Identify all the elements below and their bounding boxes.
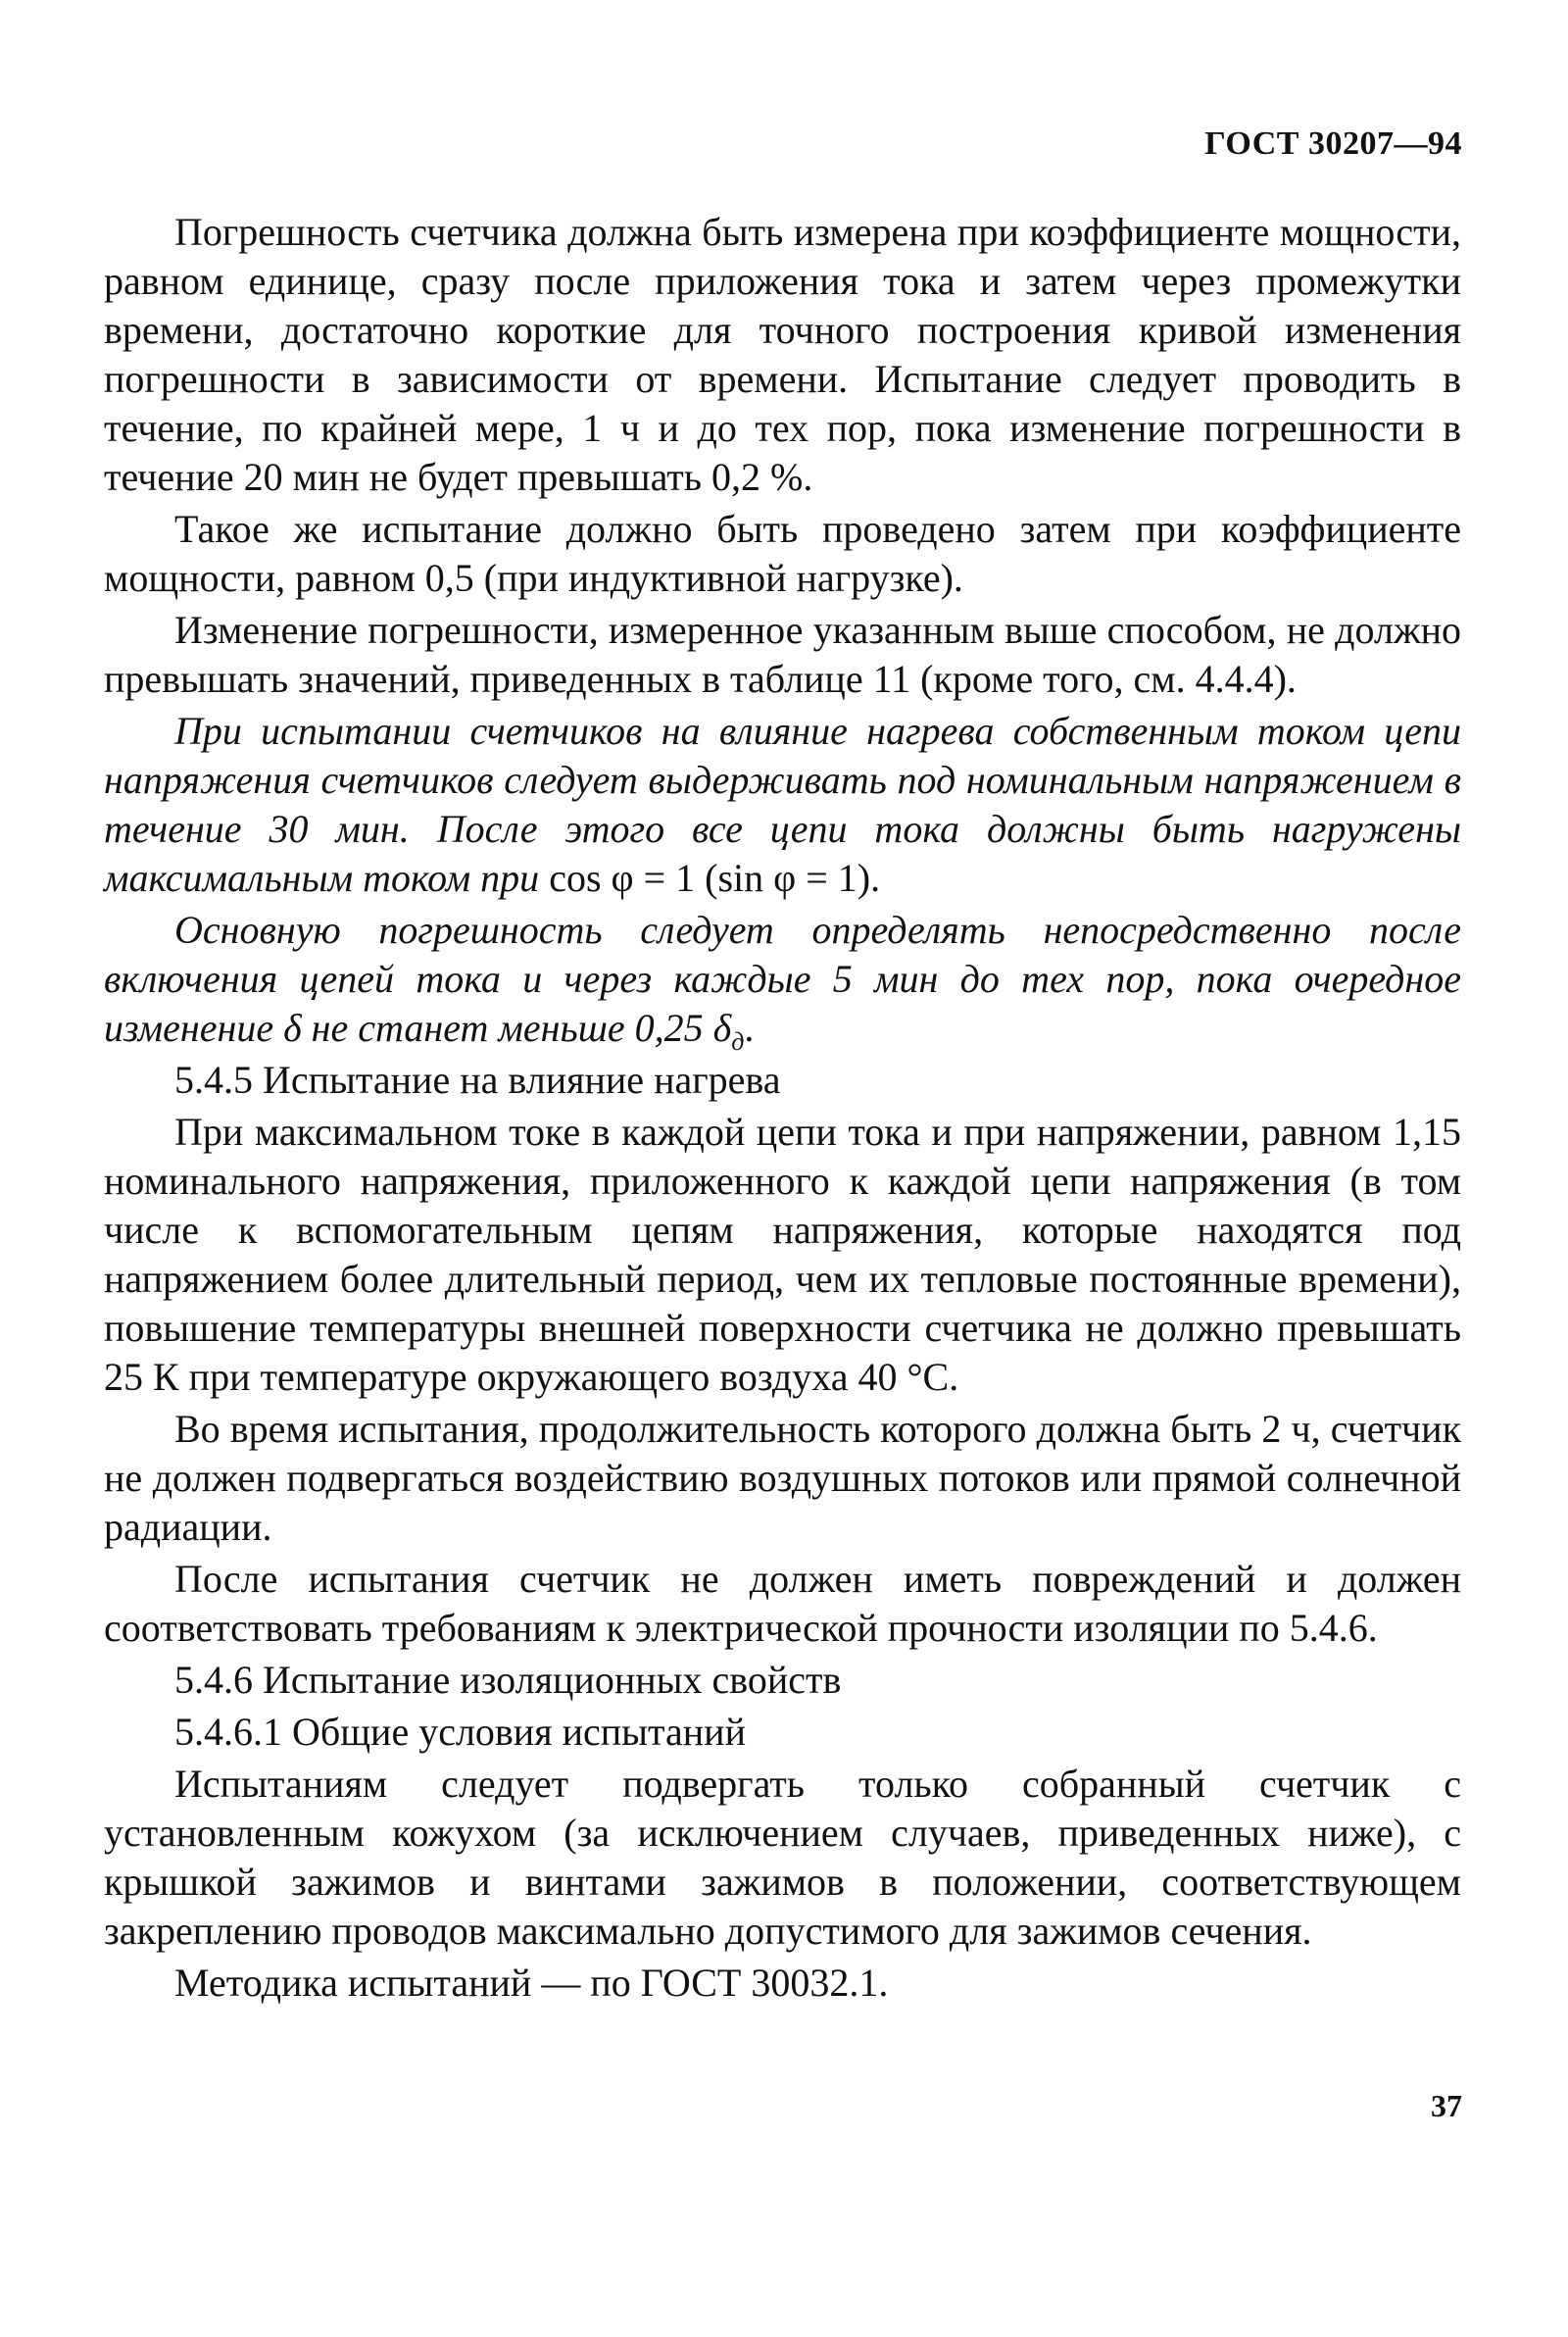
basic-error-text: Основную погрешность следует определять непосредственно после включения цепей тока и через каждые 5 мин до тех пор, пока очередное изменение δ не станет меньше 0,25 δ <box>104 908 1461 1050</box>
paragraph-test-conditions: Испытаниям следует подвергать только собранный счетчик с установленным кожухом (за исключением случаев, приведенных ниже), с крышкой зажимов и винтами зажимов в положении, соответствующем закреплению проводов максимально допустимого для зажимов сечения. <box>104 1762 1461 1953</box>
paragraph-basic-error <box>104 906 1461 1056</box>
basic-error-end: . <box>744 1006 755 1050</box>
section-heading-5-4-5: 5.4.5 Испытание на влияние нагрева <box>174 1058 781 1102</box>
cos-formula: cos φ = 1 (sin φ = 1). <box>549 856 881 900</box>
page-number: 37 <box>1431 2088 1462 2123</box>
paragraph-test-duration: Во время испытания, продолжительность которого должна быть 2 ч, счетчик не должен подвергаться воздействию воздушных потоков или прямой солнечной радиации. <box>104 1407 1461 1549</box>
section-heading-5-4-6: 5.4.6 Испытание изоляционных свойств <box>174 1658 842 1702</box>
paragraph-after-test: После испытания счетчик не должен иметь повреждений и должен соответствовать требованиям к электрической прочности изоляции по 5.4.6. <box>104 1557 1461 1650</box>
paragraph-error-measurement: Погрешность счетчика должна быть измерена при коэффициенте мощности, равном единице, сразу после приложения тока и затем через промежутки времени, достаточно короткие для точного построения кривой изменения погрешности в зависимости от времени. Испытание следует проводить в течение, по крайней мере, 1 ч и до тех пор, пока изменение погрешности в течение 20 мин не будет превышать 0,2 %. <box>104 210 1461 499</box>
paragraph-heating-requirements: При максимальном токе в каждой цепи тока и при напряжении, равном 1,15 номинального напряжения, приложенного к каждой цепи напряжения (в том числе к вспомогательным цепям напряжения, которые находятся под напряжением более длительный период, чем их тепловые постоянные времени), повышение температуры внешней поверхности счетчика не должно превышать 25 К при температуре окружающего воздуха 40 °С. <box>104 1110 1461 1399</box>
delta-subscript: д <box>731 1027 745 1056</box>
paragraph-error-change-limit: Изменение погрешности, измеренное указанным выше способом, не должно превышать значений, приведенных в таблице 11 (кроме того, см. 4.4.4). <box>104 608 1461 701</box>
paragraph-power-factor-test: Такое же испытание должно быть проведено затем при коэффициенте мощности, равном 0,5 (при индуктивной нагрузке). <box>104 507 1461 600</box>
self-heating-text: При испытании счетчиков на влияние нагрева собственным током цепи напряжения счетчиков следует выдерживать под номинальным напряжением в течение 30 мин. После этого все цепи тока должны быть нагружены максимальным током при <box>104 709 1461 900</box>
document-body <box>104 208 1461 2011</box>
paragraph-self-heating-test <box>104 707 1461 903</box>
standard-header: ГОСТ 30207—94 <box>1204 125 1462 162</box>
paragraph-test-method: Методика испытаний — по ГОСТ 30032.1. <box>174 1961 889 2005</box>
section-heading-5-4-6-1: 5.4.6.1 Общие условия испытаний <box>174 1710 746 1754</box>
